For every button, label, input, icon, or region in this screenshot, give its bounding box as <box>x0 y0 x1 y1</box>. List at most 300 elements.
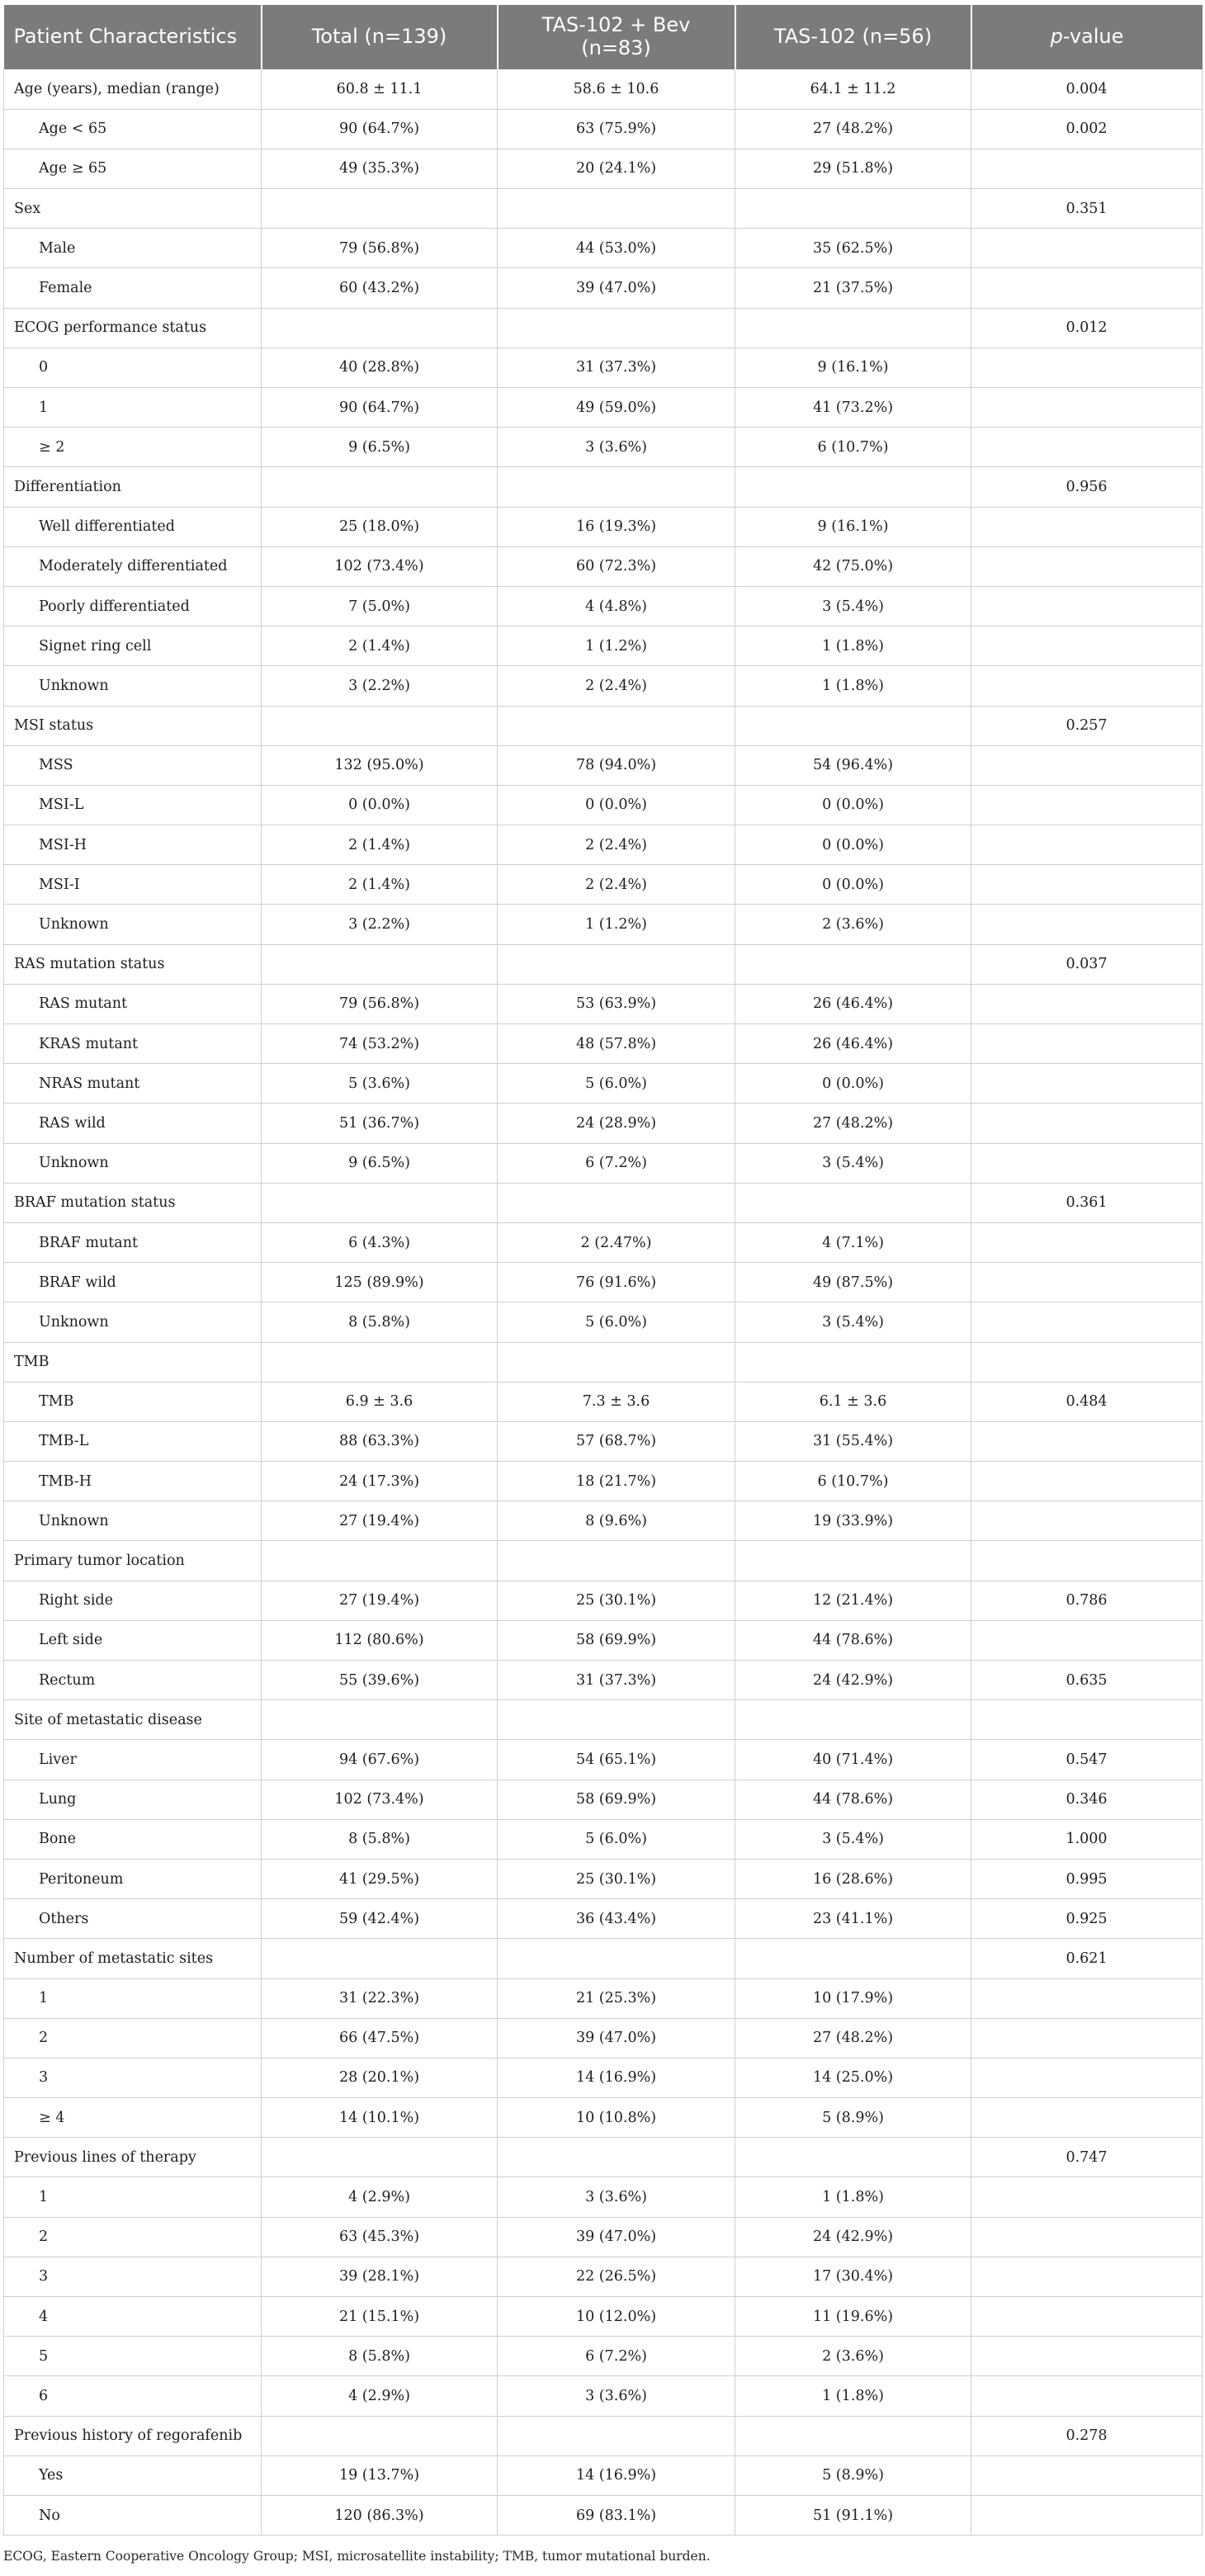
tas102-cell: 6.1 ± 3.6 <box>735 1382 971 1421</box>
table-row <box>4 2337 1203 2376</box>
tas102-cell: 4 (7.1%) <box>735 1222 971 1262</box>
row-label: Age (years), median (range) <box>4 69 262 109</box>
row-label: 2 <box>4 2018 262 2058</box>
tas102-cell: 9 (16.1%) <box>735 347 971 387</box>
p-value-cell: 0.012 <box>971 308 1203 347</box>
total-cell <box>262 944 498 984</box>
tas102-bev-cell <box>498 1342 735 1382</box>
total-cell: 14 (10.1%) <box>262 2098 498 2138</box>
tas102-cell: 3 (5.4%) <box>735 586 971 626</box>
table-row <box>4 2376 1203 2416</box>
total-cell <box>262 2416 498 2455</box>
p-value-cell <box>971 1501 1203 1541</box>
tas102-cell: 17 (30.4%) <box>735 2257 971 2296</box>
table-row <box>4 1222 1203 1262</box>
p-value-cell: 0.351 <box>971 189 1203 229</box>
total-cell: 55 (39.6%) <box>262 1661 498 1700</box>
table-row <box>4 1581 1203 1620</box>
tas102-bev-cell: 2 (2.4%) <box>498 825 735 865</box>
tas102-bev-cell: 54 (65.1%) <box>498 1740 735 1780</box>
tas102-cell: 27 (48.2%) <box>735 1104 971 1143</box>
row-label: Moderately differentiated <box>4 546 262 586</box>
table-row <box>4 2495 1203 2535</box>
category-row <box>4 69 1203 109</box>
total-cell <box>262 2138 498 2177</box>
total-cell: 21 (15.1%) <box>262 2297 498 2337</box>
row-label: Unknown <box>4 905 262 944</box>
tas102-bev-cell: 10 (10.8%) <box>498 2098 735 2138</box>
row-label: RAS mutant <box>4 984 262 1023</box>
p-value-cell: 0.278 <box>971 2416 1203 2455</box>
row-label: 0 <box>4 347 262 387</box>
row-label: Age < 65 <box>4 109 262 149</box>
tas102-bev-cell <box>498 944 735 984</box>
p-value-cell <box>971 546 1203 586</box>
tas102-cell: 51 (91.1%) <box>735 2495 971 2535</box>
tas102-cell: 3 (5.4%) <box>735 1302 971 1342</box>
tas102-bev-cell: 39 (47.0%) <box>498 2018 735 2058</box>
row-label: Liver <box>4 1740 262 1780</box>
header-p-letter: p <box>1050 25 1063 49</box>
row-label: Left side <box>4 1620 262 1660</box>
table-row <box>4 626 1203 666</box>
table-body <box>4 69 1203 2536</box>
row-label: 5 <box>4 2337 262 2376</box>
tas102-bev-cell: 14 (16.9%) <box>498 2455 735 2495</box>
total-cell: 112 (80.6%) <box>262 1620 498 1660</box>
row-label: Well differentiated <box>4 507 262 546</box>
category-row <box>4 1183 1203 1222</box>
row-label: 6 <box>4 2376 262 2416</box>
p-value-cell <box>971 785 1203 825</box>
tas102-bev-cell <box>498 2138 735 2177</box>
p-value-cell: 0.004 <box>971 69 1203 109</box>
table-row <box>4 1899 1203 1939</box>
tas102-bev-cell: 21 (25.3%) <box>498 1978 735 2018</box>
tas102-bev-cell: 60 (72.3%) <box>498 546 735 586</box>
p-value-cell <box>971 149 1203 188</box>
tas102-bev-cell: 31 (37.3%) <box>498 1661 735 1700</box>
total-cell: 90 (64.7%) <box>262 109 498 149</box>
row-label: Site of metastatic disease <box>4 1700 262 1740</box>
p-value-cell <box>971 347 1203 387</box>
tas102-bev-cell <box>498 1939 735 1978</box>
p-value-cell <box>971 2337 1203 2376</box>
row-label: Lung <box>4 1780 262 1819</box>
total-cell: 9 (6.5%) <box>262 1143 498 1183</box>
total-cell <box>262 467 498 507</box>
total-cell: 2 (1.4%) <box>262 626 498 666</box>
tas102-cell: 5 (8.9%) <box>735 2455 971 2495</box>
table-row <box>4 1780 1203 1819</box>
tas102-bev-cell: 57 (68.7%) <box>498 1421 735 1461</box>
table-row <box>4 905 1203 944</box>
tas102-cell: 2 (3.6%) <box>735 905 971 944</box>
total-cell <box>262 1342 498 1382</box>
tas102-cell: 3 (5.4%) <box>735 1819 971 1859</box>
tas102-bev-cell: 58 (69.9%) <box>498 1620 735 1660</box>
tas102-bev-cell: 5 (6.0%) <box>498 1302 735 1342</box>
table-header <box>4 5 1203 69</box>
table-row <box>4 666 1203 706</box>
tas102-cell: 41 (73.2%) <box>735 388 971 428</box>
p-value-cell <box>971 428 1203 467</box>
tas102-cell: 5 (8.9%) <box>735 2098 971 2138</box>
total-cell: 6 (4.3%) <box>262 1222 498 1262</box>
p-value-cell: 0.786 <box>971 1581 1203 1620</box>
p-value-cell <box>971 1700 1203 1740</box>
tas102-bev-cell: 16 (19.3%) <box>498 507 735 546</box>
tas102-cell: 54 (96.4%) <box>735 745 971 785</box>
total-cell: 88 (63.3%) <box>262 1421 498 1461</box>
total-cell: 4 (2.9%) <box>262 2177 498 2217</box>
total-cell: 27 (19.4%) <box>262 1581 498 1620</box>
row-label: Previous lines of therapy <box>4 2138 262 2177</box>
table-row <box>4 229 1203 268</box>
tas102-bev-cell: 18 (21.7%) <box>498 1462 735 1501</box>
p-value-cell: 1.000 <box>971 1819 1203 1859</box>
p-value-cell <box>971 2495 1203 2535</box>
total-cell <box>262 308 498 347</box>
category-row <box>4 706 1203 745</box>
p-value-cell <box>971 865 1203 905</box>
row-label: Differentiation <box>4 467 262 507</box>
p-value-cell <box>971 1024 1203 1064</box>
header-total: Total (n=139) <box>262 5 498 69</box>
tas102-bev-cell: 2 (2.4%) <box>498 865 735 905</box>
tas102-cell <box>735 1183 971 1222</box>
tas102-bev-cell <box>498 1700 735 1740</box>
tas102-cell: 3 (5.4%) <box>735 1143 971 1183</box>
p-value-cell <box>971 1342 1203 1382</box>
header-tas102-bev: TAS-102 + Bev (n=83) <box>498 5 735 69</box>
total-cell: 0 (0.0%) <box>262 785 498 825</box>
total-cell: 66 (47.5%) <box>262 2018 498 2058</box>
tas102-bev-cell: 0 (0.0%) <box>498 785 735 825</box>
header-characteristics: Patient Characteristics <box>4 5 262 69</box>
tas102-cell: 23 (41.1%) <box>735 1899 971 1939</box>
p-value-cell <box>971 1302 1203 1342</box>
total-cell: 90 (64.7%) <box>262 388 498 428</box>
total-cell: 19 (13.7%) <box>262 2455 498 2495</box>
p-value-cell <box>971 507 1203 546</box>
p-value-cell: 0.484 <box>971 1382 1203 1421</box>
tas102-cell: 14 (25.0%) <box>735 2058 971 2097</box>
p-value-cell <box>971 825 1203 865</box>
tas102-bev-cell: 5 (6.0%) <box>498 1064 735 1104</box>
p-value-cell <box>971 2257 1203 2296</box>
table-row <box>4 586 1203 626</box>
total-cell: 9 (6.5%) <box>262 428 498 467</box>
category-row <box>4 2416 1203 2455</box>
p-value-cell <box>971 1462 1203 1501</box>
table-row <box>4 785 1203 825</box>
p-value-cell <box>971 1978 1203 2018</box>
category-row <box>4 2138 1203 2177</box>
tas102-cell: 29 (51.8%) <box>735 149 971 188</box>
row-label: Previous history of regorafenib <box>4 2416 262 2455</box>
tas102-cell: 64.1 ± 11.2 <box>735 69 971 109</box>
table-row <box>4 428 1203 467</box>
total-cell: 8 (5.8%) <box>262 1819 498 1859</box>
tas102-bev-cell: 6 (7.2%) <box>498 1143 735 1183</box>
p-value-cell <box>971 1064 1203 1104</box>
tas102-bev-cell: 3 (3.6%) <box>498 2177 735 2217</box>
row-label: 3 <box>4 2058 262 2097</box>
tas102-cell: 1 (1.8%) <box>735 666 971 706</box>
tas102-cell: 6 (10.7%) <box>735 1462 971 1501</box>
total-cell: 24 (17.3%) <box>262 1462 498 1501</box>
tas102-cell: 1 (1.8%) <box>735 626 971 666</box>
tas102-bev-cell: 1 (1.2%) <box>498 905 735 944</box>
tas102-cell <box>735 308 971 347</box>
row-label: Number of metastatic sites <box>4 1939 262 1978</box>
tas102-cell <box>735 2416 971 2455</box>
tas102-bev-cell: 1 (1.2%) <box>498 626 735 666</box>
tas102-bev-cell: 36 (43.4%) <box>498 1899 735 1939</box>
total-cell: 8 (5.8%) <box>262 2337 498 2376</box>
p-value-cell: 0.995 <box>971 1859 1203 1898</box>
p-value-cell <box>971 2217 1203 2257</box>
tas102-cell: 21 (37.5%) <box>735 268 971 308</box>
row-label: Rectum <box>4 1661 262 1700</box>
p-value-cell: 0.002 <box>971 109 1203 149</box>
tas102-bev-cell <box>498 189 735 229</box>
total-cell: 63 (45.3%) <box>262 2217 498 2257</box>
table-row <box>4 2177 1203 2217</box>
category-row <box>4 944 1203 984</box>
tas102-bev-cell: 39 (47.0%) <box>498 268 735 308</box>
total-cell: 2 (1.4%) <box>262 825 498 865</box>
tas102-bev-cell: 39 (47.0%) <box>498 2217 735 2257</box>
row-label: RAS mutation status <box>4 944 262 984</box>
table-row <box>4 1263 1203 1302</box>
table-row <box>4 1462 1203 1501</box>
tas102-bev-cell: 8 (9.6%) <box>498 1501 735 1541</box>
table-row <box>4 1661 1203 1700</box>
total-cell <box>262 1700 498 1740</box>
tas102-bev-cell: 25 (30.1%) <box>498 1859 735 1898</box>
tas102-cell <box>735 706 971 745</box>
total-cell: 102 (73.4%) <box>262 1780 498 1819</box>
table-row <box>4 1382 1203 1421</box>
row-label: Unknown <box>4 1302 262 1342</box>
row-label: ≥ 4 <box>4 2098 262 2138</box>
row-label: TMB-H <box>4 1462 262 1501</box>
tas102-cell <box>735 2138 971 2177</box>
table-row <box>4 1421 1203 1461</box>
total-cell: 79 (56.8%) <box>262 229 498 268</box>
row-label: MSI-H <box>4 825 262 865</box>
table-row <box>4 2018 1203 2058</box>
p-value-cell: 0.747 <box>971 2138 1203 2177</box>
row-label: TMB <box>4 1342 262 1382</box>
p-value-cell <box>971 905 1203 944</box>
tas102-cell: 2 (3.6%) <box>735 2337 971 2376</box>
row-label: Yes <box>4 2455 262 2495</box>
p-value-cell <box>971 2376 1203 2416</box>
row-label: Signet ring cell <box>4 626 262 666</box>
tas102-bev-cell <box>498 706 735 745</box>
p-value-cell <box>971 745 1203 785</box>
total-cell: 5 (3.6%) <box>262 1064 498 1104</box>
category-row <box>4 189 1203 229</box>
category-row <box>4 1700 1203 1740</box>
total-cell: 28 (20.1%) <box>262 2058 498 2097</box>
tas102-cell: 9 (16.1%) <box>735 507 971 546</box>
tas102-cell: 26 (46.4%) <box>735 1024 971 1064</box>
total-cell: 27 (19.4%) <box>262 1501 498 1541</box>
p-value-cell <box>971 2177 1203 2217</box>
tas102-bev-cell <box>498 467 735 507</box>
tas102-cell: 0 (0.0%) <box>735 865 971 905</box>
tas102-bev-cell: 2 (2.47%) <box>498 1222 735 1262</box>
tas102-cell <box>735 1939 971 1978</box>
row-label: TMB <box>4 1382 262 1421</box>
tas102-bev-cell: 22 (26.5%) <box>498 2257 735 2296</box>
p-value-cell: 0.621 <box>971 1939 1203 1978</box>
tas102-cell: 1 (1.8%) <box>735 2376 971 2416</box>
total-cell: 4 (2.9%) <box>262 2376 498 2416</box>
category-row <box>4 1939 1203 1978</box>
row-label: Unknown <box>4 1143 262 1183</box>
tas102-bev-cell: 58 (69.9%) <box>498 1780 735 1819</box>
patient-characteristics-table <box>3 5 1203 2536</box>
p-value-cell <box>971 229 1203 268</box>
tas102-bev-cell <box>498 1183 735 1222</box>
row-label: Sex <box>4 189 262 229</box>
category-row <box>4 308 1203 347</box>
table-row <box>4 2098 1203 2138</box>
tas102-cell: 0 (0.0%) <box>735 1064 971 1104</box>
tas102-cell: 42 (75.0%) <box>735 546 971 586</box>
total-cell: 125 (89.9%) <box>262 1263 498 1302</box>
tas102-bev-cell: 31 (37.3%) <box>498 347 735 387</box>
table-row <box>4 1302 1203 1342</box>
total-cell: 60.8 ± 11.1 <box>262 69 498 109</box>
table-row <box>4 507 1203 546</box>
tas102-cell <box>735 944 971 984</box>
tas102-bev-cell: 63 (75.9%) <box>498 109 735 149</box>
row-label: MSS <box>4 745 262 785</box>
total-cell: 94 (67.6%) <box>262 1740 498 1780</box>
row-label: 2 <box>4 2217 262 2257</box>
total-cell: 25 (18.0%) <box>262 507 498 546</box>
tas102-cell: 16 (28.6%) <box>735 1859 971 1898</box>
tas102-bev-cell: 20 (24.1%) <box>498 149 735 188</box>
tas102-bev-cell: 78 (94.0%) <box>498 745 735 785</box>
row-label: BRAF wild <box>4 1263 262 1302</box>
total-cell: 31 (22.3%) <box>262 1978 498 2018</box>
table-row <box>4 1819 1203 1859</box>
tas102-cell: 11 (19.6%) <box>735 2297 971 2337</box>
p-value-cell <box>971 586 1203 626</box>
tas102-cell <box>735 189 971 229</box>
tas102-bev-cell: 4 (4.8%) <box>498 586 735 626</box>
header-p-suffix: -value <box>1062 25 1124 49</box>
tas102-cell: 49 (87.5%) <box>735 1263 971 1302</box>
tas102-bev-cell: 7.3 ± 3.6 <box>498 1382 735 1421</box>
p-value-cell <box>971 984 1203 1023</box>
table-row <box>4 865 1203 905</box>
table-row <box>4 2257 1203 2296</box>
total-cell <box>262 189 498 229</box>
tas102-cell: 44 (78.6%) <box>735 1780 971 1819</box>
tas102-cell: 19 (33.9%) <box>735 1501 971 1541</box>
table-row <box>4 546 1203 586</box>
total-cell <box>262 706 498 745</box>
tas102-cell: 12 (21.4%) <box>735 1581 971 1620</box>
p-value-cell <box>971 1222 1203 1262</box>
p-value-cell: 0.361 <box>971 1183 1203 1222</box>
table-row <box>4 1024 1203 1064</box>
tas102-bev-cell: 49 (59.0%) <box>498 388 735 428</box>
tas102-bev-cell: 10 (12.0%) <box>498 2297 735 2337</box>
tas102-cell: 40 (71.4%) <box>735 1740 971 1780</box>
total-cell: 39 (28.1%) <box>262 2257 498 2296</box>
total-cell <box>262 1183 498 1222</box>
tas102-cell <box>735 1700 971 1740</box>
row-label: RAS wild <box>4 1104 262 1143</box>
tas102-cell: 24 (42.9%) <box>735 1661 971 1700</box>
p-value-cell <box>971 1104 1203 1143</box>
table-row <box>4 1501 1203 1541</box>
tas102-bev-cell: 3 (3.6%) <box>498 428 735 467</box>
tas102-bev-cell: 2 (2.4%) <box>498 666 735 706</box>
row-label: BRAF mutation status <box>4 1183 262 1222</box>
tas102-bev-cell: 25 (30.1%) <box>498 1581 735 1620</box>
table-row <box>4 2297 1203 2337</box>
row-label: No <box>4 2495 262 2535</box>
tas102-bev-cell: 76 (91.6%) <box>498 1263 735 1302</box>
table-row <box>4 745 1203 785</box>
total-cell: 41 (29.5%) <box>262 1859 498 1898</box>
tas102-bev-cell: 6 (7.2%) <box>498 2337 735 2376</box>
p-value-cell <box>971 1263 1203 1302</box>
row-label: MSI-I <box>4 865 262 905</box>
table-row <box>4 1620 1203 1660</box>
table-row <box>4 984 1203 1023</box>
p-value-cell <box>971 1143 1203 1183</box>
total-cell: 59 (42.4%) <box>262 1899 498 1939</box>
p-value-cell: 0.925 <box>971 1899 1203 1939</box>
tas102-cell: 10 (17.9%) <box>735 1978 971 2018</box>
tas102-bev-cell: 14 (16.9%) <box>498 2058 735 2097</box>
total-cell: 49 (35.3%) <box>262 149 498 188</box>
row-label: Unknown <box>4 1501 262 1541</box>
tas102-cell <box>735 1342 971 1382</box>
tas102-bev-cell: 44 (53.0%) <box>498 229 735 268</box>
row-label: Bone <box>4 1819 262 1859</box>
p-value-cell <box>971 2058 1203 2097</box>
row-label: KRAS mutant <box>4 1024 262 1064</box>
p-value-cell: 0.037 <box>971 944 1203 984</box>
total-cell: 74 (53.2%) <box>262 1024 498 1064</box>
row-label: Primary tumor location <box>4 1541 262 1581</box>
row-label: Peritoneum <box>4 1859 262 1898</box>
p-value-cell <box>971 2297 1203 2337</box>
p-value-cell <box>971 2098 1203 2138</box>
total-cell: 7 (5.0%) <box>262 586 498 626</box>
table-row <box>4 2058 1203 2097</box>
row-label: ≥ 2 <box>4 428 262 467</box>
table-row <box>4 268 1203 308</box>
category-row <box>4 1342 1203 1382</box>
tas102-cell: 6 (10.7%) <box>735 428 971 467</box>
tas102-cell: 44 (78.6%) <box>735 1620 971 1660</box>
row-label: MSI status <box>4 706 262 745</box>
row-label: Male <box>4 229 262 268</box>
